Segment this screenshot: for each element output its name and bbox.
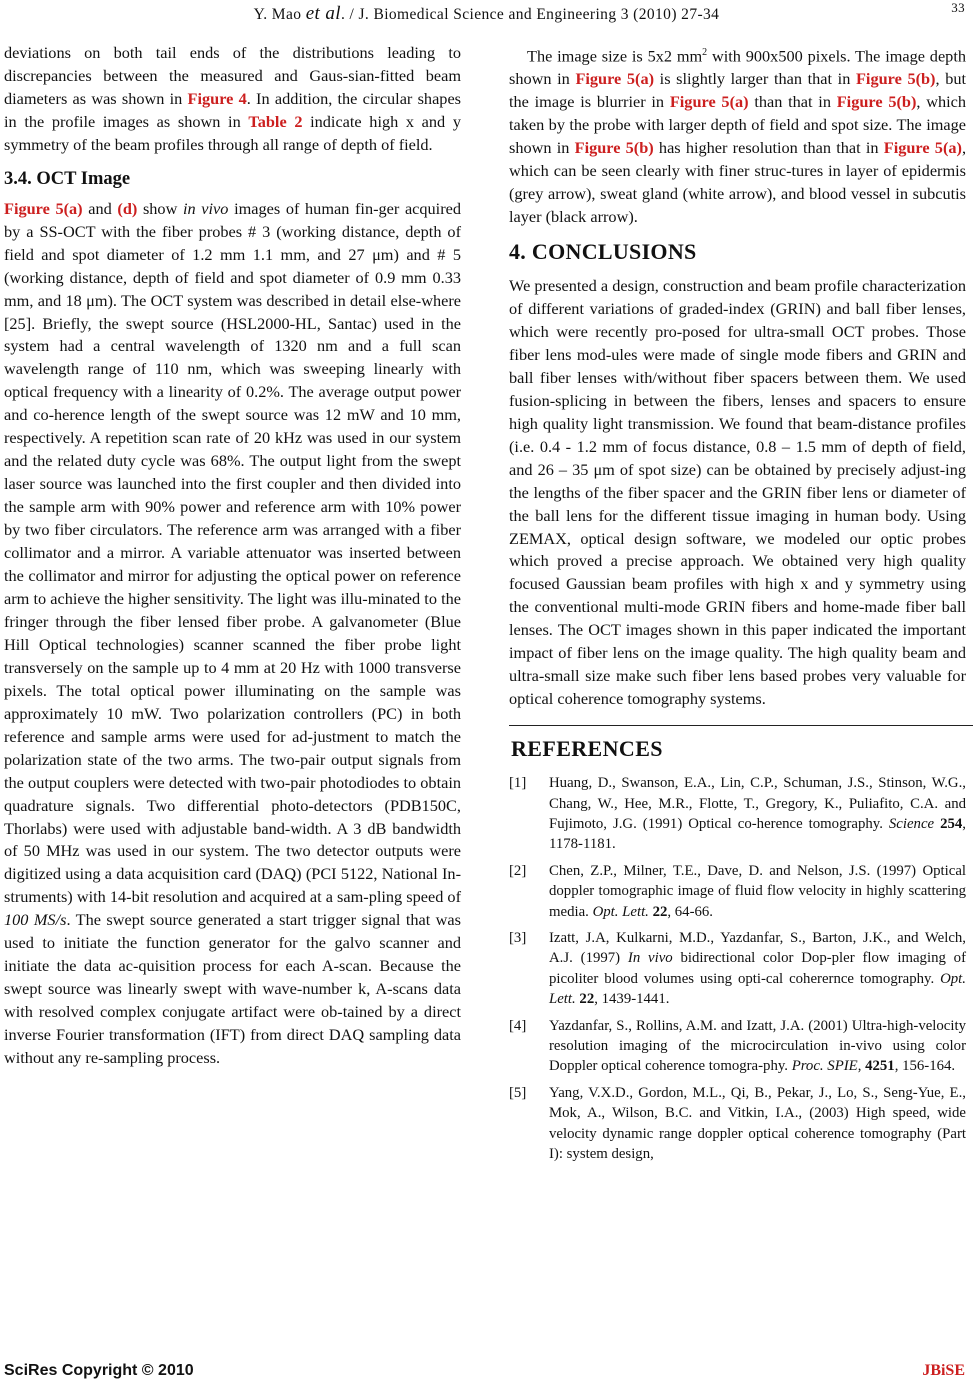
- text-span: The image size is 5x2 mm: [527, 46, 703, 66]
- paragraph-beam-profiles: [4, 42, 461, 157]
- reference-pages: , 1178-1181.: [549, 815, 966, 853]
- header-et-al: et al: [305, 3, 341, 24]
- reference-text: Yazdanfar, S., Rollins, A.M. and Izatt, J.A. (2001) Ultra-high-velocity resolution imaging of the microcirculation in-vivo using color Doppler optical coherence tomogra-phy.: [549, 1017, 966, 1075]
- text-span: , which taken by the probe with larger depth of field and spot size. The image shown in: [509, 92, 966, 158]
- copyright-notice: SciRes Copyright © 2010: [4, 1362, 194, 1379]
- italic-text: 100 MS/s: [4, 910, 67, 930]
- section-heading-conclusions: 4. CONCLUSIONS: [509, 239, 697, 265]
- reference-number: [2]: [509, 862, 527, 879]
- figure-5a-link[interactable]: Figure 5(a): [4, 198, 83, 218]
- header-journal-citation: . / J. Biomedical Science and Engineering 3 (2010) 27-34: [340, 6, 720, 23]
- references-heading: REFERENCES: [511, 736, 663, 762]
- reference-item: [509, 861, 966, 922]
- text-span: has higher resolution than that in: [653, 138, 884, 158]
- text-span: . In addition, the circular shapes in the profile images as shown in: [4, 88, 462, 131]
- text-span: indicate high x and y symmetry of the beam profiles through all range of depth of field.: [4, 111, 461, 154]
- reference-number: [4]: [509, 1017, 527, 1034]
- table-2-link[interactable]: Table 2: [248, 111, 303, 131]
- section-divider: [509, 725, 973, 726]
- journal-name: Science: [888, 815, 935, 832]
- reference-number: [3]: [509, 929, 527, 946]
- journal-name: Opt. Lett.: [592, 903, 649, 920]
- reference-text: Huang, D., Swanson, E.A., Lin, C.P., Schuman, J.S., Stinson, W.G., Chang, W., Hee, M.R., Flotte, T., Gregory, K., Puliafito, C.A. and Fujimoto, J.G. (1991) Optical co-herence tomography.: [549, 775, 966, 832]
- right-column: [509, 42, 966, 1170]
- page-number: 33: [951, 0, 965, 15]
- paragraph-conclusions: We presented a design, construction and beam profile characterization of different variations of graded-index (GRIN) and ball fiber lenses, which were recently pro-posed for ultra-small OCT probes. Those fiber lens mod-ules were made of single mode fibers and GRIN and ball fiber lenses with/without fiber spacers between them. We used fusion-splicing in between the fibers, lenses and spacers to ensure high quality light transmission. We found that beam-distance profiles (i.e. 0.4 - 1.2 mm of focus distance, 0.8 – 1.5 mm of depth of field, and 26 – 35 μm of spot size) can be obtained by precisely adjust-ing the lengths of the fiber spacer and the GRIN fiber lens or diameter of the ball lens for the different tissue imaging in human body. Using ZEMAX, optical design software, we modeled our optic probes which proved a precise approach. We obtained very high quality focused Gaussian beam profiles with high x and y symmetry using the conventional multi-mode GRIN fibers and home-made fiber ball lenses. The OCT images shown in this paper indicated the important impact of fiber lens on the image quality. The high quality beam and ultra-small size make such fiber lens based probes very valuable for optical coherence tomography systems.: [509, 276, 966, 709]
- journal-name: Opt. Lett.: [549, 970, 966, 1008]
- text-span: show: [137, 198, 183, 218]
- volume: 254: [940, 815, 963, 832]
- reference-item: [509, 928, 966, 1010]
- reference-number: [5]: [509, 1084, 527, 1101]
- reference-pages: , 64-66.: [667, 903, 713, 920]
- journal-name: Proc. SPIE: [791, 1058, 858, 1075]
- running-header: [0, 0, 973, 24]
- reference-text: Izatt, J.A, Kulkarni, M.D., Yazdanfar, S., Barton, J.K., and Welch, A.J. (1997): [549, 929, 966, 967]
- reference-text: ,: [857, 1058, 866, 1075]
- figure-5d-link[interactable]: (d): [117, 198, 138, 218]
- figure-5b-link[interactable]: Figure 5(b): [836, 92, 917, 112]
- figure-4-link[interactable]: Figure 4: [187, 88, 247, 108]
- text-span: than that in: [748, 92, 837, 112]
- text-span: , which can be seen clearly with finer struc-tures in layer of epidermis (grey arrow), sweat gland (white arrow), and blood vessel in subcutis layer (black arrow).: [509, 138, 967, 227]
- figure-5a-link[interactable]: Figure 5(a): [883, 138, 962, 158]
- figure-5b-link[interactable]: Figure 5(b): [855, 69, 936, 89]
- journal-abbreviation: JBiSE: [922, 1362, 965, 1379]
- reference-text: Chen, Z.P., Milner, T.E., Dave, D. and Nelson, J.S. (1997) Optical doppler tomographic image of fluid flow velocity in highly scattering media.: [549, 862, 966, 920]
- volume: 4251: [865, 1058, 895, 1075]
- text-span: and: [82, 198, 118, 218]
- section-heading-oct-image: 3.4. OCT Image: [4, 168, 131, 189]
- text-span: deviations on both tail ends of the distributions leading to discrepancies between the measured and Gaus-sian-fitted beam diameters as was shown in: [4, 43, 461, 108]
- figure-5a-link[interactable]: Figure 5(a): [669, 92, 749, 112]
- reference-pages: , 1439-1441.: [594, 991, 670, 1008]
- paragraph-oct-system: [4, 198, 461, 1070]
- text-span: . The swept source generated a start trigger signal that was used to initiate the function generator for the galvo scanner and initiate the data ac-quisition process for each A-scan. Because the swept source was linearly swept with wave-number k, A-scans data with resolved complex conjugate artifact were ob-tained by a direct inverse Fourier transformation (IFT) from direct DAQ sampling data without any re-sampling process.: [4, 910, 461, 1068]
- text-span: with 900x500 pixels. The image depth shown in: [509, 46, 966, 89]
- header-authors: Y. Mao: [253, 6, 306, 23]
- reference-item: [509, 1083, 966, 1165]
- reference-text: Yang, V.X.D., Gordon, M.L., Qi, B., Pekar, J., Lo, S., Seng-Yue, E., Mok, A., Wilson, B.C. and Vitkin, I.A., (2003) High speed, wide velocity dynamic range doppler optical coherence tomography (Part I): system design,: [549, 1084, 966, 1163]
- reference-item: [509, 1016, 966, 1077]
- reference-pages: , 156-164.: [894, 1058, 956, 1075]
- page-footer: [0, 1360, 973, 1386]
- volume: 22: [652, 903, 668, 920]
- paragraph-image-comparison: [509, 42, 966, 229]
- figure-5a-link[interactable]: Figure 5(a): [575, 69, 655, 89]
- text-span: , but the image is blurrier in: [509, 69, 966, 112]
- figure-5b-link[interactable]: Figure 5(b): [574, 138, 654, 158]
- text-span: is slightly larger than that in: [654, 69, 856, 89]
- italic-text: in vivo: [182, 198, 229, 218]
- superscript: 2: [702, 47, 708, 58]
- reference-text: bidirectional color Dop-pler flow imaging of picoliter blood volumes using opti-cal coherernce tomography.: [549, 950, 966, 987]
- running-title: [0, 3, 973, 25]
- left-column: [4, 42, 461, 1070]
- text-span: images of human fin-ger acquired by a SS-OCT with the fiber probes # 3 (working distance, depth of field and spot diameter of 1.2 mm 1.1 mm, and 27 μm) and # 5 (working distance, depth of field and spot diameter of 0.9 mm 0.33 mm, and 18 μm). The OCT system was described in detail else-where [25]. Briefly, the swept source (HSL2000-HL, Santac) used in the system had a central wavelength of 1320 nm and a full scan wavelength range of 110 nm, which was sweeping linearly with optical frequency with a linearity of 0.2%. The average output power and co-herence length of the swept source was 12 mW and 10 mm, respectively. A repetition scan rate of 20 kHz was used in our system and the related duty cycle was 68%. The output light from the swept laser source was launched into the first coupler and then divided into the sample arm with 90% power and reference arm with 10% power by two fiber circulators. The reference arm was arranged with a fiber collimator and a mirror. A variable attenuator was inserted between the collimator and mirror for adjusting the optical power on reference arm to achieve the higher sensitivity. The light was illu-minated to the fringer through the fiber lensed fiber probe. A galvanometer (Blue Hill Optical technologies) scanner scanned the fiber probe light transversely on the sample up to 4 mm at 20 Hz with 1000 transverse pixels. The total optical power illuminating on the sample was approximately 10 mW. Two polarization controllers (PC) in both reference and sample arms were used for ad-justment to match the polarization state of the two arms. The two-pair output signals from the output couplers were detected with two-pair photodiodes to obtain quadrature signals. Two differential photo-detectors (PDB150C, Thorlabs) were used with adjustable band-width. A 3 dB bandwidth of 50 MHz was used in our system. The two detector outputs were digitized using a data acquisition card (DAQ) (PCI 5122, National In-struments) with 14-bit resolution and acquired at a sam-pling speed of: [4, 198, 461, 907]
- volume: 22: [579, 991, 595, 1008]
- italic-text: In vivo: [627, 950, 673, 967]
- reference-number: [1]: [509, 775, 527, 792]
- reference-item: [509, 773, 966, 855]
